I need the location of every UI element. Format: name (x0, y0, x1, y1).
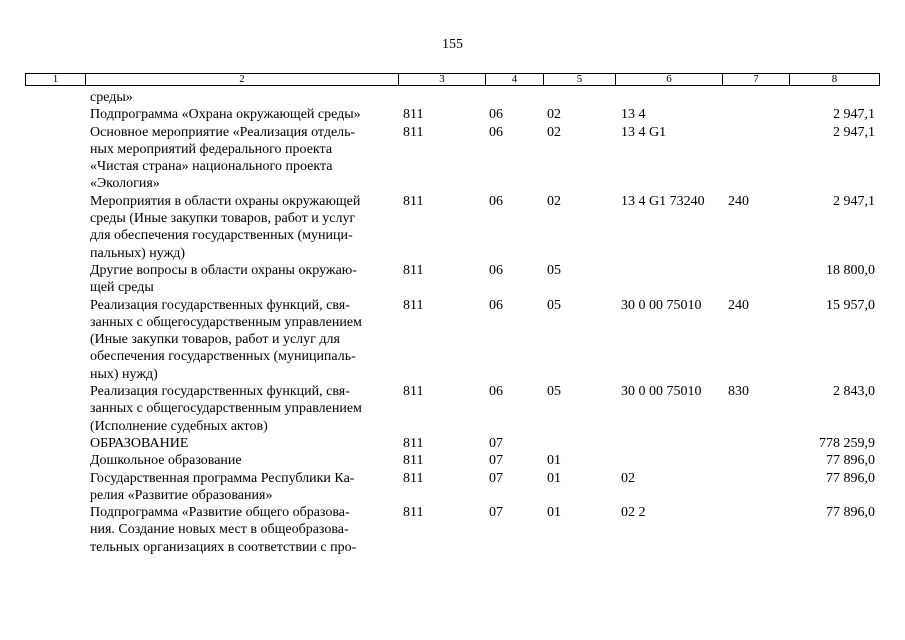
description-line: Реализация государственных функций, свя- (90, 384, 350, 400)
table-row (0, 470, 905, 505)
description-line: занных с общегосударственным управлением (90, 314, 362, 330)
description-line: релия «Развитие образования» (90, 487, 273, 503)
description-line: Другие вопросы в области охраны окружаю- (90, 262, 357, 278)
section-code: 06 (489, 262, 503, 278)
table-header (25, 73, 880, 86)
amount: 2 843,0 (833, 384, 875, 400)
table-row (0, 262, 905, 297)
table-row (0, 297, 905, 383)
expense-type-code: 830 (728, 384, 749, 400)
row-description (90, 452, 390, 469)
header-col-2: 2 (85, 74, 398, 85)
header-col-1: 1 (52, 73, 59, 85)
table-row (0, 89, 905, 106)
admin-code: 811 (403, 435, 424, 451)
section-code: 07 (489, 470, 503, 486)
table-row (0, 124, 905, 193)
target-article-code: 02 (621, 470, 635, 486)
description-line: обеспечения государственных (муниципаль- (90, 349, 356, 365)
section-code: 07 (489, 453, 503, 469)
amount: 2 947,1 (833, 124, 875, 140)
description-line: (Иные закупки товаров, работ и услуг для (90, 332, 340, 348)
header-col-8: 8 (789, 74, 879, 85)
target-article-code: 13 4 G1 73240 (621, 193, 705, 209)
target-article-code: 13 4 G1 (621, 124, 667, 140)
amount: 77 896,0 (826, 453, 875, 469)
description-line: Основное мероприятие «Реализация отдель- (90, 124, 356, 140)
admin-code: 811 (403, 193, 424, 209)
target-article-code: 02 2 (621, 505, 646, 521)
section-code: 06 (489, 297, 503, 313)
admin-code: 811 (403, 384, 424, 400)
target-article-code: 30 0 00 75010 (621, 297, 702, 313)
description-line: ных) нужд) (90, 366, 158, 382)
header-col-3: 3 (398, 74, 485, 85)
amount: 77 896,0 (826, 470, 875, 486)
admin-code: 811 (403, 470, 424, 486)
header-col-4: 4 (485, 74, 543, 85)
table-row (0, 193, 905, 262)
row-description (90, 383, 390, 435)
table-row (0, 504, 905, 556)
description-line: среды (Иные закупки товаров, работ и услуг (90, 211, 356, 227)
subsection-code: 01 (547, 470, 561, 486)
expense-type-code: 240 (728, 193, 749, 209)
row-description (90, 106, 390, 123)
subsection-code: 02 (547, 107, 561, 123)
admin-code: 811 (403, 297, 424, 313)
description-line: пальных) нужд) (90, 245, 186, 261)
description-line: (Исполнение судебных актов) (90, 418, 268, 434)
header-col-6: 6 (615, 74, 722, 85)
section-code: 06 (489, 384, 503, 400)
row-description (90, 193, 390, 262)
target-article-code: 13 4 (621, 107, 646, 123)
row-description (90, 262, 390, 297)
expense-type-code: 240 (728, 297, 749, 313)
admin-code: 811 (403, 107, 424, 123)
row-description (90, 124, 390, 193)
target-article-code: 30 0 00 75010 (621, 384, 702, 400)
amount: 15 957,0 (826, 297, 875, 313)
subsection-code: 05 (547, 262, 561, 278)
header-col-7: 7 (722, 74, 789, 85)
admin-code: 811 (403, 505, 424, 521)
header-col-5: 5 (543, 74, 615, 85)
row-description (90, 470, 390, 505)
table-row (0, 106, 905, 123)
subsection-code: 02 (547, 124, 561, 140)
description-line: ных мероприятий федерального проекта (90, 141, 333, 157)
row-description (90, 89, 390, 106)
amount: 2 947,1 (833, 193, 875, 209)
description-line: Подпрограмма «Развитие общего образова- (90, 505, 350, 521)
section-code: 07 (489, 435, 503, 451)
description-line: Реализация государственных функций, свя- (90, 297, 350, 313)
table-row (0, 435, 905, 452)
subsection-code: 05 (547, 297, 561, 313)
description-line: ния. Создание новых мест в общеобразова- (90, 522, 349, 538)
row-description (90, 435, 390, 452)
description-line: Государственная программа Республики Ка- (90, 470, 355, 486)
amount: 2 947,1 (833, 107, 875, 123)
subsection-code: 02 (547, 193, 561, 209)
section-code: 06 (489, 124, 503, 140)
description-line: тельных организациях в соответствии с про- (90, 539, 357, 555)
amount: 18 800,0 (826, 262, 875, 278)
page-number: 155 (442, 37, 463, 52)
description-line: Подпрограмма «Охрана окружающей среды» (90, 107, 361, 123)
subsection-code: 01 (547, 505, 561, 521)
admin-code: 811 (403, 262, 424, 278)
section-code: 06 (489, 193, 503, 209)
admin-code: 811 (403, 124, 424, 140)
subsection-code: 01 (547, 453, 561, 469)
description-line: щей среды (90, 280, 154, 296)
amount: 77 896,0 (826, 505, 875, 521)
admin-code: 811 (403, 453, 424, 469)
description-line: Дошкольное образование (90, 453, 242, 469)
row-description (90, 297, 390, 383)
description-line: среды» (90, 90, 133, 105)
table-row (0, 452, 905, 469)
section-code: 06 (489, 107, 503, 123)
table-row (0, 383, 905, 435)
description-line: ОБРАЗОВАНИЕ (90, 435, 189, 451)
table-body (0, 89, 905, 556)
description-line: Мероприятия в области охраны окружающей (90, 193, 361, 209)
amount: 778 259,9 (819, 435, 875, 451)
description-line: «Чистая страна» национального проекта (90, 159, 333, 175)
subsection-code: 05 (547, 384, 561, 400)
description-line: занных с общегосударственным управлением (90, 401, 362, 417)
section-code: 07 (489, 505, 503, 521)
row-description (90, 504, 390, 556)
description-line: «Экология» (90, 176, 160, 192)
description-line: для обеспечения государственных (муници- (90, 228, 353, 244)
